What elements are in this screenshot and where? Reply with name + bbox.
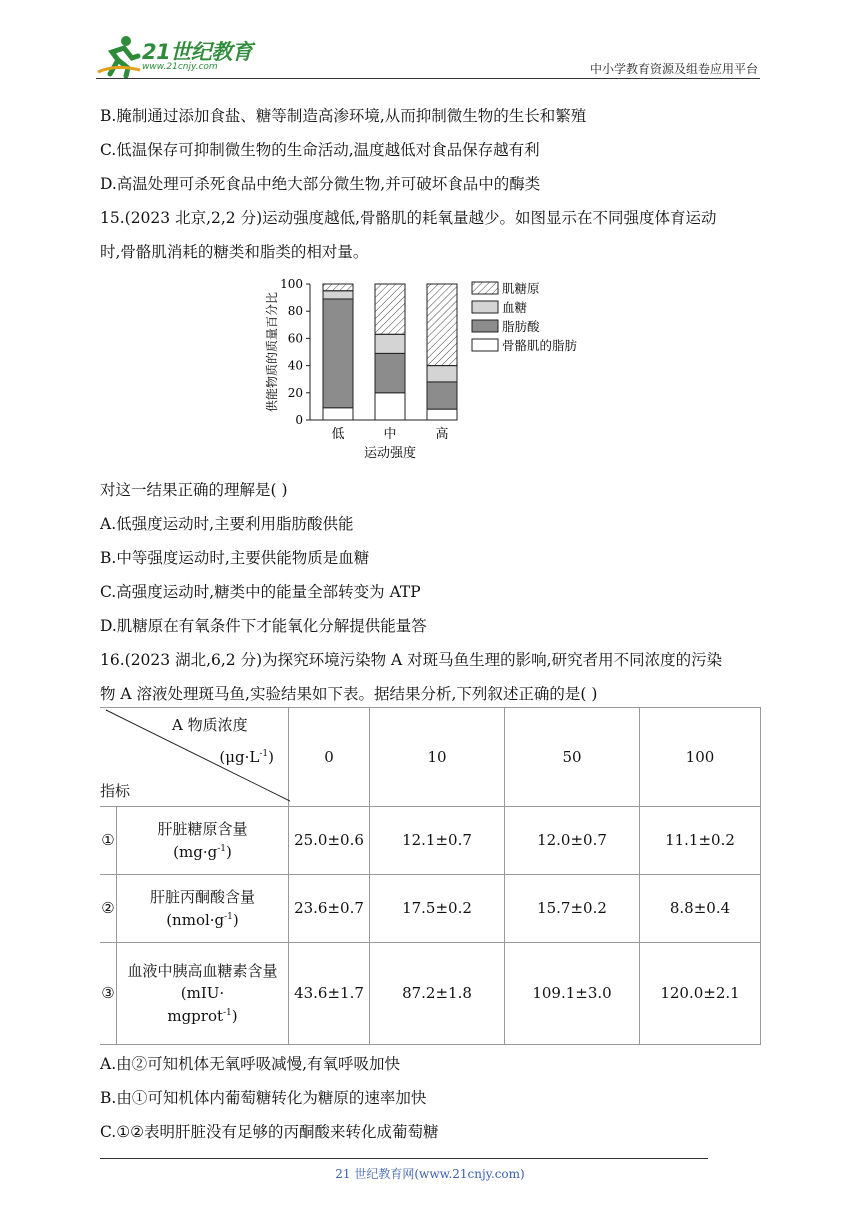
legend-swatch bbox=[472, 320, 498, 332]
cell-value: 23.6±0.7 bbox=[289, 875, 370, 943]
q15-option-b: B.中等强度运动时,主要供能物质是血糖 bbox=[100, 549, 370, 567]
data-table bbox=[100, 707, 761, 1045]
cell-value: 25.0±0.6 bbox=[289, 807, 370, 875]
option-line: D.高温处理可杀死食品中绝大部分微生物,并可破坏食品中的酶类 bbox=[100, 175, 541, 193]
cell-value: 12.0±0.7 bbox=[505, 807, 640, 875]
cell-value: 87.2±1.8 bbox=[370, 943, 505, 1045]
bar-segment bbox=[375, 393, 405, 420]
cell-value: 17.5±0.2 bbox=[370, 875, 505, 943]
y-tick-label: 0 bbox=[295, 413, 303, 427]
cell-value: 15.7±0.2 bbox=[505, 875, 640, 943]
legend-swatch bbox=[472, 301, 498, 313]
bar-segment bbox=[323, 299, 353, 408]
bar-segment bbox=[427, 366, 457, 382]
question-15-stem: 对这一结果正确的理解是( ) bbox=[100, 481, 288, 499]
question-16-line2: 物 A 溶液处理斑马鱼,实验结果如下表。据结果分析,下列叙述正确的是( ) bbox=[100, 685, 598, 703]
diagonal-header-cell bbox=[100, 708, 289, 807]
y-tick-label: 80 bbox=[287, 304, 303, 319]
question-16-line1: 16.(2023 湖北,6,2 分)为探究环境污染物 A 对斑马鱼生理的影响,研究者用不同浓度的污染 bbox=[100, 651, 723, 669]
q16-option-c: C.①②表明肝脏没有足够的丙酮酸来转化成葡萄糖 bbox=[100, 1123, 439, 1141]
bar-segment bbox=[427, 409, 457, 420]
indicator-label: 指标 bbox=[100, 782, 131, 800]
bar-segment bbox=[375, 284, 405, 334]
cell-value: 43.6±1.7 bbox=[289, 943, 370, 1045]
row-number: ① bbox=[100, 807, 117, 875]
bar-segment bbox=[323, 291, 353, 299]
row-label: 肝脏丙酮酸含量 $(nmol\cdot g^{-1})$ bbox=[117, 875, 289, 943]
legend-label: 脂肪酸 bbox=[502, 319, 540, 334]
y-tick-label: 100 bbox=[280, 277, 303, 291]
bar-segment bbox=[427, 284, 457, 366]
legend-label: 骨骼肌的脂肪 bbox=[502, 338, 578, 353]
col-header: 100 bbox=[640, 708, 761, 807]
row-number: ② bbox=[100, 875, 117, 943]
cell-value: 8.8±0.4 bbox=[640, 875, 761, 943]
q16-option-b: B.由①可知机体内葡萄糖转化为糖原的速率加快 bbox=[100, 1089, 427, 1107]
legend-swatch bbox=[472, 282, 498, 294]
q15-option-c: C.高强度运动时,糖类中的能量全部转变为 ATP bbox=[100, 583, 421, 601]
cell-value: 12.1±0.7 bbox=[370, 807, 505, 875]
bar-segment bbox=[375, 334, 405, 353]
bar-segment bbox=[323, 284, 353, 291]
bar-segment bbox=[323, 408, 353, 420]
logo-text: 21世纪教育 bbox=[142, 40, 253, 64]
row-label: 血液中胰高血糖素含量 (mIU· mgprot$^{-1}$) bbox=[117, 943, 289, 1045]
footer-divider bbox=[100, 1158, 708, 1159]
platform-name: 中小学教育资源及组卷应用平台 bbox=[589, 62, 758, 76]
x-tick-label: 低 bbox=[331, 427, 345, 442]
x-tick-label: 中 bbox=[383, 427, 397, 442]
row-number: ③ bbox=[100, 943, 117, 1045]
x-tick-label: 高 bbox=[435, 427, 449, 442]
cell-value: 109.1±3.0 bbox=[505, 943, 640, 1045]
y-axis-label: 供能物质的质量百分比 bbox=[265, 291, 279, 413]
x-axis-label: 运动强度 bbox=[363, 446, 417, 461]
col-header: 0 bbox=[289, 708, 370, 807]
table-header-row bbox=[100, 708, 761, 807]
footer-text: 21 世纪教育网(www.21cnjy.com) bbox=[335, 1167, 525, 1181]
bar-segment bbox=[427, 382, 457, 409]
legend-swatch bbox=[472, 339, 498, 351]
option-line: B.腌制通过添加食盐、糖等制造高渗环境,从而抑制微生物的生长和繁殖 bbox=[100, 107, 587, 125]
table-row bbox=[100, 875, 761, 943]
bar-segment bbox=[375, 353, 405, 392]
row-label: 肝脏糖原含量 $(mg\cdot g^{-1})$ bbox=[117, 807, 289, 875]
option-line: C.低温保存可抑制微生物的生命活动,温度越低对食品保存越有利 bbox=[100, 141, 540, 159]
question-15-line2: 时,骨骼肌消耗的糖类和脂类的相对量。 bbox=[100, 243, 369, 261]
q16-option-a: A.由②可知机体无氧呼吸减慢,有氧呼吸加快 bbox=[100, 1055, 401, 1073]
y-tick-label: 60 bbox=[287, 331, 303, 346]
cell-value: 11.1±0.2 bbox=[640, 807, 761, 875]
concentration-label: A 物质浓度 bbox=[172, 716, 248, 734]
question-15-line1: 15.(2023 北京,2,2 分)运动强度越低,骨骼肌的耗氧量越少。如图显示在不同强度体育运动 bbox=[100, 209, 717, 227]
site-logo bbox=[96, 34, 266, 78]
table-row bbox=[100, 807, 761, 875]
y-tick-label: 20 bbox=[287, 385, 303, 400]
page-header bbox=[96, 34, 760, 80]
cell-value: 120.0±2.1 bbox=[640, 943, 761, 1045]
concentration-unit: $(\mu g\cdot L^{-1})$ bbox=[219, 748, 274, 766]
col-header: 50 bbox=[505, 708, 640, 807]
col-header: 10 bbox=[370, 708, 505, 807]
legend-label: 血糖 bbox=[502, 300, 528, 315]
table-row bbox=[100, 943, 761, 1045]
stacked-bar-chart bbox=[262, 276, 602, 468]
logo-url: www.21cnjy.com bbox=[142, 62, 218, 72]
legend-label: 肌糖原 bbox=[502, 281, 540, 296]
runner-icon bbox=[96, 34, 142, 78]
header-divider bbox=[96, 78, 760, 79]
q15-option-d: D.肌糖原在有氧条件下才能氧化分解提供能量答 bbox=[100, 617, 427, 635]
q15-option-a: A.低强度运动时,主要利用脂肪酸供能 bbox=[100, 515, 354, 533]
y-tick-label: 40 bbox=[287, 358, 303, 373]
